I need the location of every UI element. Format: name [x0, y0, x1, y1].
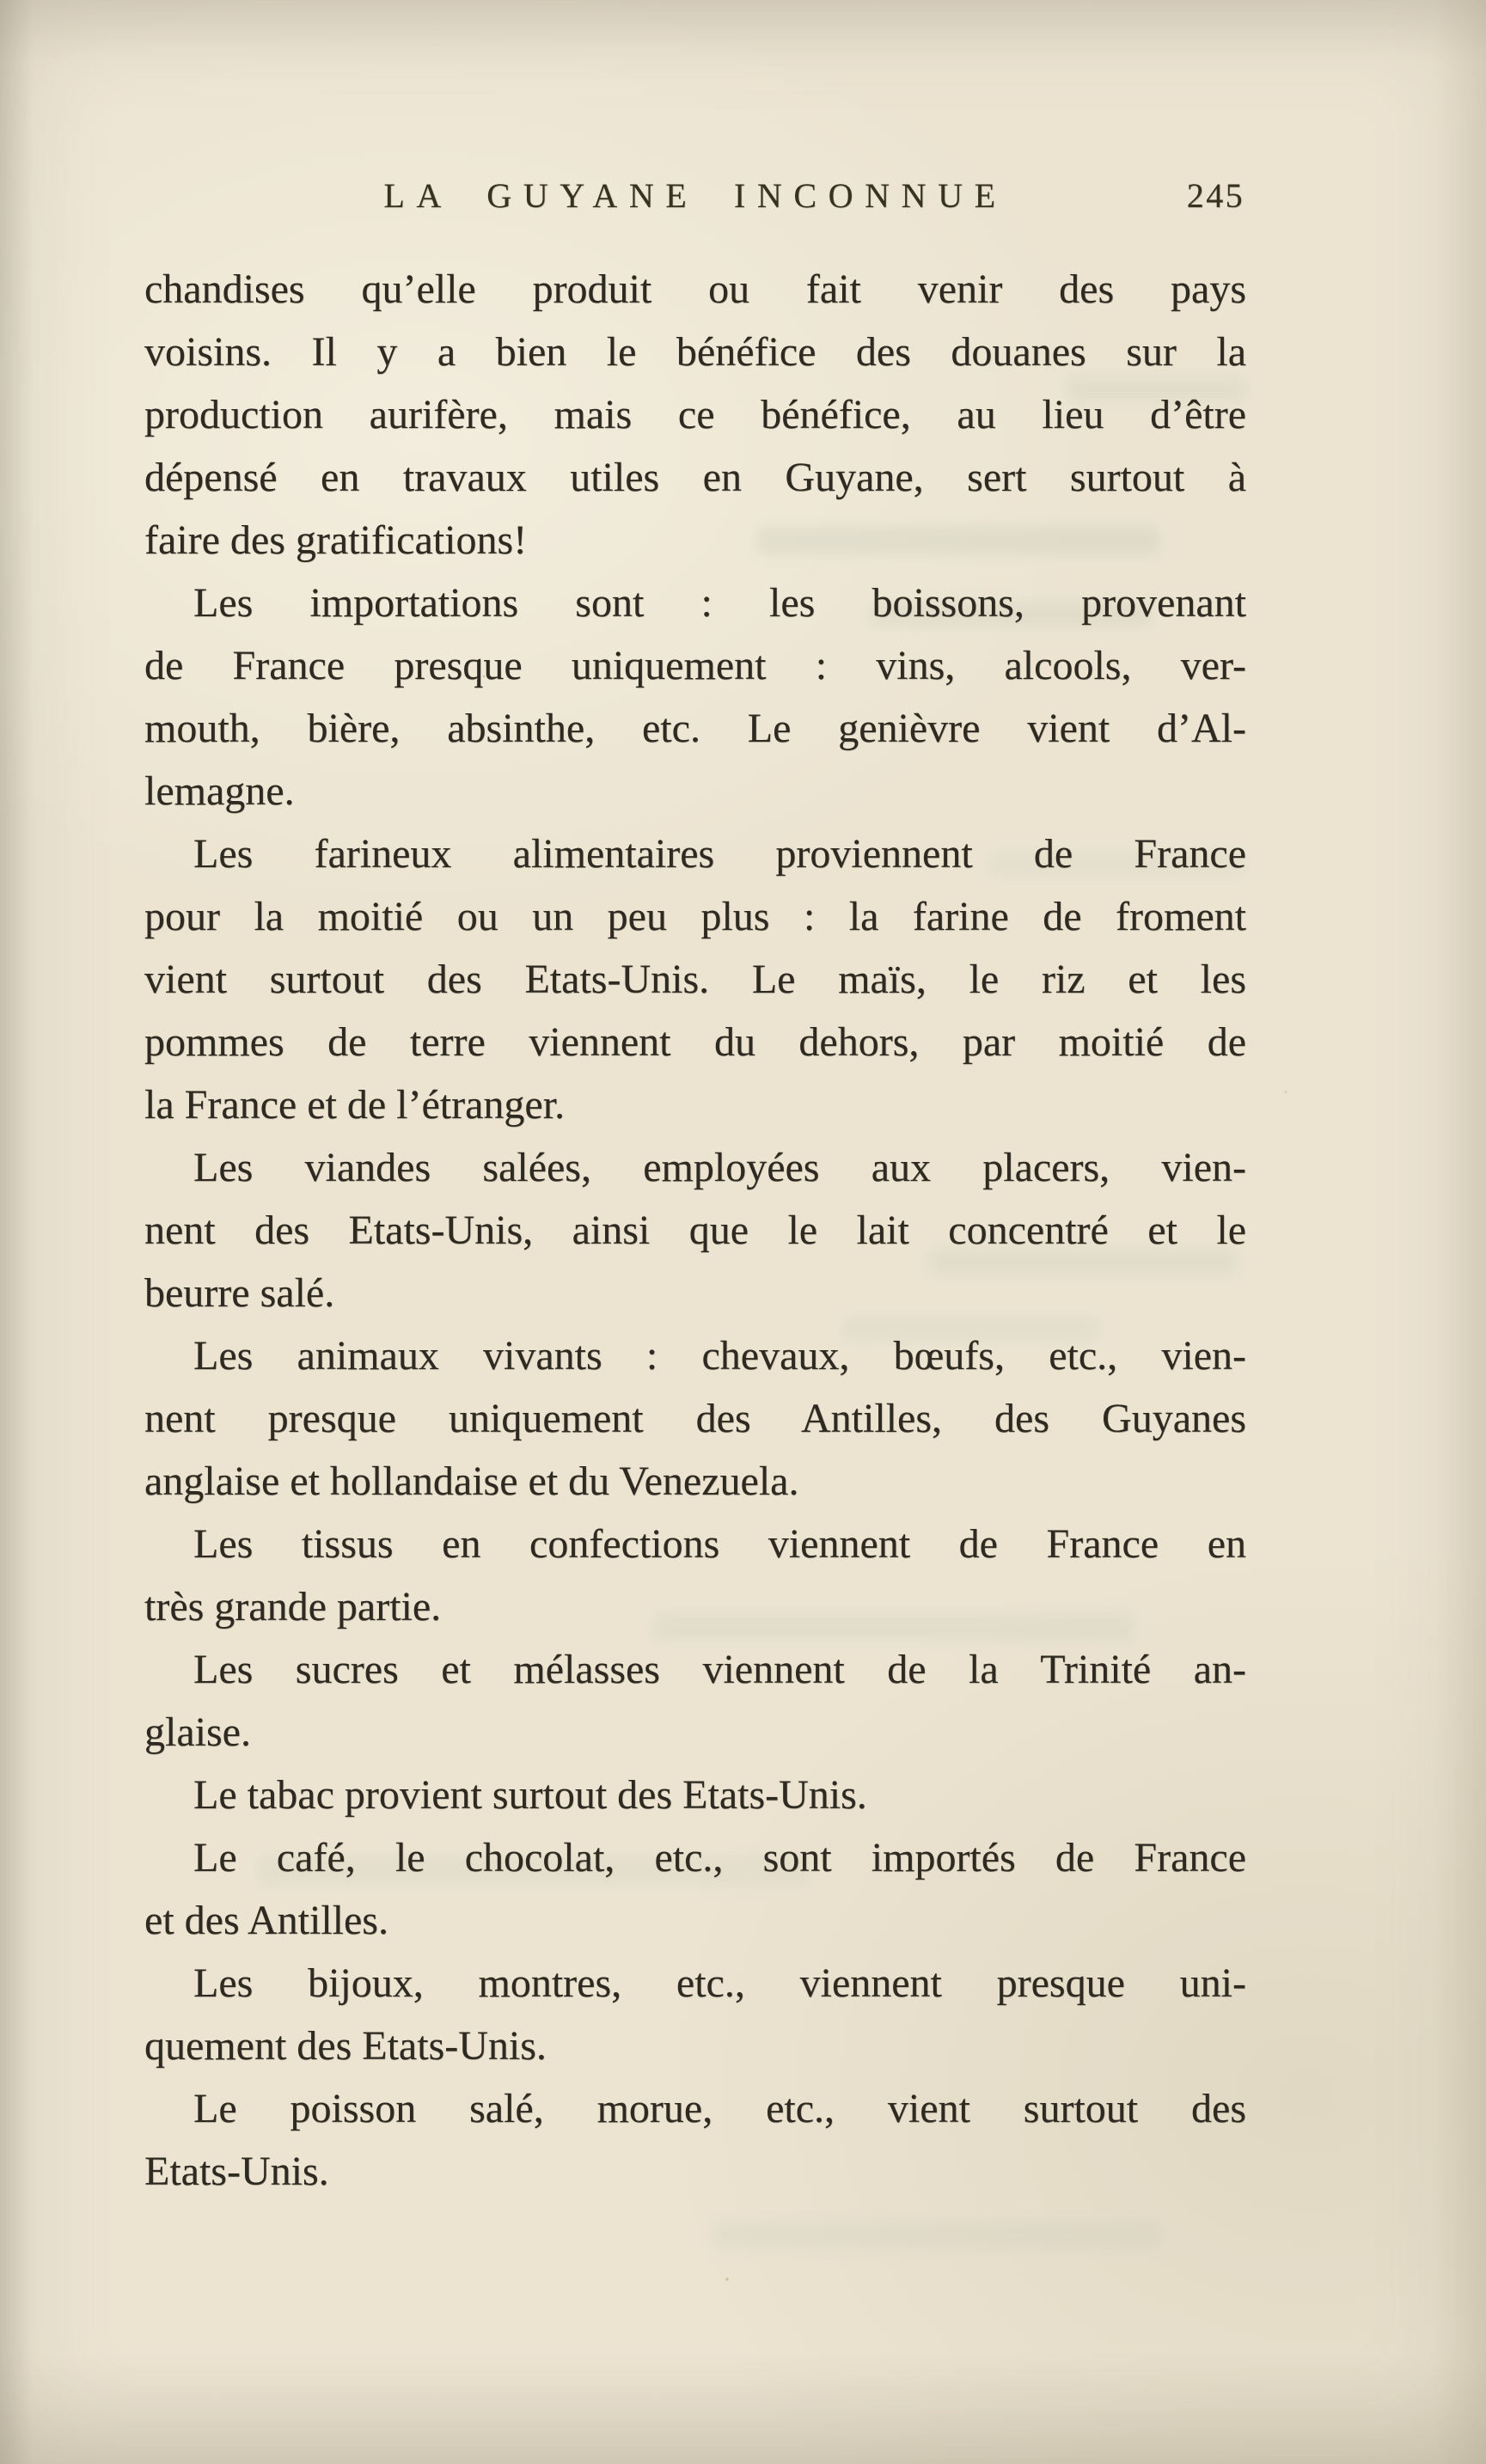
- text-line: production aurifère, mais ce bénéfice, au lieu d’être: [144, 392, 1246, 437]
- text-line: nent presque uniquement des Antilles, des Guyanes: [144, 1396, 1246, 1441]
- text-line: Les farineux alimentaires proviennent de France: [193, 831, 1246, 877]
- text-line: vient surtout des Etats-Unis. Le maïs, le riz et les: [144, 957, 1246, 1002]
- page-number: 245: [1186, 176, 1244, 215]
- running-head: [144, 172, 1246, 220]
- text-line: quement des Etats-Unis.: [144, 2023, 547, 2069]
- text-line: chandises qu’elle produit ou fait venir des pays: [144, 266, 1246, 312]
- text-line: Les bijoux, montres, etc., viennent presque uni-: [193, 1960, 1246, 2006]
- text-line: Les viandes salées, employées aux placers, vien-: [193, 1145, 1246, 1190]
- text-line: glaise.: [144, 1709, 251, 1755]
- text-line: beurre salé.: [144, 1270, 335, 1316]
- text-line: très grande partie.: [144, 1584, 442, 1629]
- text-line: la France et de l’étranger.: [144, 1082, 566, 1128]
- showthrough-smudge: [713, 2222, 1160, 2249]
- text-line: nent des Etats-Unis, ainsi que le lait concentré et le: [144, 1208, 1246, 1253]
- text-line: de France presque uniquement : vins, alcools, ver-: [144, 643, 1246, 688]
- text-line: lemagne.: [144, 768, 295, 814]
- text-line: mouth, bière, absinthe, etc. Le genièvre vient d’Al-: [144, 706, 1246, 751]
- text-line: Les animaux vivants : chevaux, bœufs, etc., vien-: [193, 1333, 1246, 1379]
- text-line: et des Antilles.: [144, 1898, 388, 1943]
- text-line: anglaise et hollandaise et du Venezuela.: [144, 1458, 799, 1504]
- text-line: pour la moitié ou un peu plus : la farine de froment: [144, 894, 1246, 939]
- text-line: Les importations sont : les boissons, provenant: [193, 580, 1246, 626]
- page-title: LA GUYANE INCONNUE: [383, 176, 1007, 215]
- text-line: voisins. Il y a bien le bénéfice des douanes sur la: [144, 329, 1246, 375]
- text-line: Le poisson salé, morue, etc., vient surtout des: [193, 2086, 1246, 2131]
- text-line: Etats-Unis.: [144, 2149, 329, 2194]
- text-line: Le tabac provient surtout des Etats-Unis.: [193, 1772, 867, 1818]
- text-line: faire des gratifications!: [144, 517, 528, 563]
- text-line: pommes de terre viennent du dehors, par moitié de: [144, 1019, 1246, 1065]
- text-body: [144, 258, 1246, 2203]
- text-line: Le café, le chocolat, etc., sont importés de France: [193, 1835, 1246, 1880]
- text-line: Les tissus en confections viennent de France en: [193, 1521, 1246, 1567]
- text-line: Les sucres et mélasses viennent de la Trinité an-: [193, 1647, 1246, 1692]
- text-line: dépensé en travaux utiles en Guyane, sert surtout à: [144, 455, 1246, 500]
